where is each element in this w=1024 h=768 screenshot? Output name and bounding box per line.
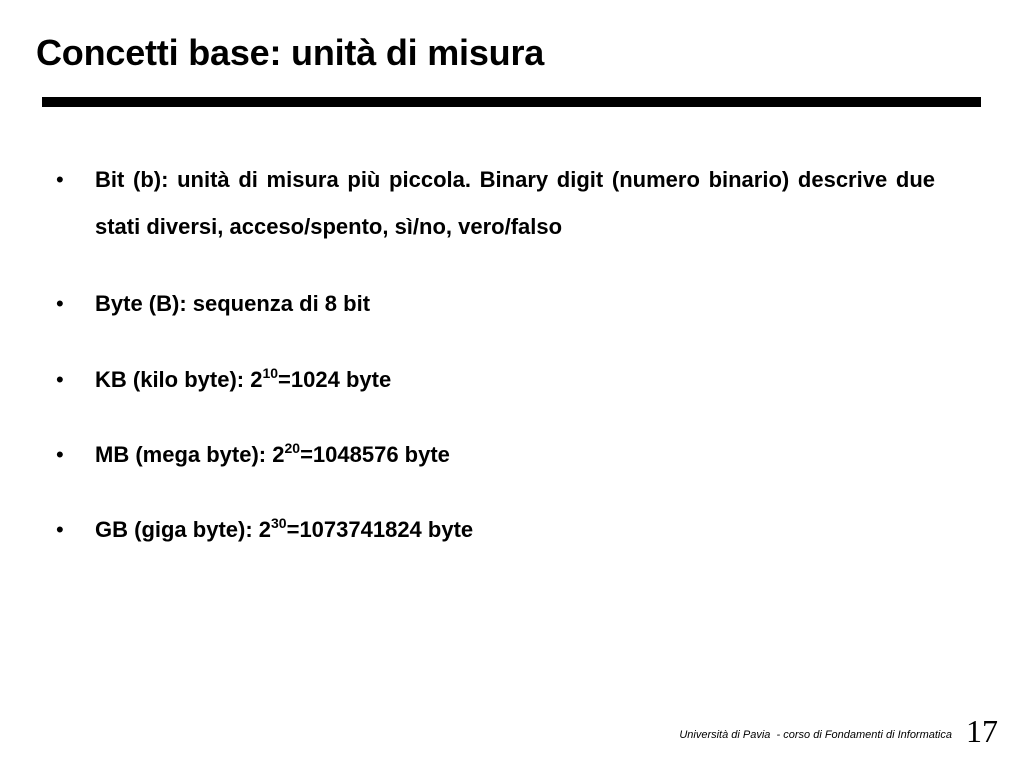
bullet-icon: • [56, 442, 64, 467]
bullet-icon: • [56, 167, 64, 192]
bullet-item-gb [56, 506, 935, 553]
bullet-text-suffix: =1048576 byte [300, 442, 450, 467]
page-number: 17 [966, 713, 998, 749]
bullet-text-prefix: KB (kilo byte): 2 [95, 367, 263, 392]
bullet-text-prefix: GB (giga byte): 2 [95, 517, 272, 542]
bullet-exponent: 20 [284, 440, 301, 456]
bullet-text-prefix: MB (mega byte): 2 [95, 442, 285, 467]
bullet-text-suffix: =1073741824 byte [286, 517, 474, 542]
bullet-item-bit [56, 156, 935, 250]
bullet-item-mb [56, 431, 935, 478]
bullet-icon: • [56, 517, 64, 542]
bullet-text: Bit (b): unità di misura più piccola. Binary digit (numero binario) descrive due stati diversi, acceso/spento, sì/no, vero/falso [95, 167, 935, 239]
bullet-exponent: 30 [271, 515, 287, 531]
footer-caption: Università di Pavia - corso di Fondamenti di Informatica [679, 729, 952, 741]
bullet-text-suffix: =1024 byte [278, 367, 392, 392]
bullet-icon: • [56, 367, 64, 392]
bullet-text: Byte (B): sequenza di 8 bit [95, 291, 371, 316]
slide-title: Concetti base: unità di misura [36, 32, 545, 73]
bullet-item-kb [56, 356, 935, 403]
bullet-exponent: 10 [262, 365, 279, 381]
bullet-icon: • [56, 291, 64, 316]
bullet-item-byte [56, 280, 935, 327]
